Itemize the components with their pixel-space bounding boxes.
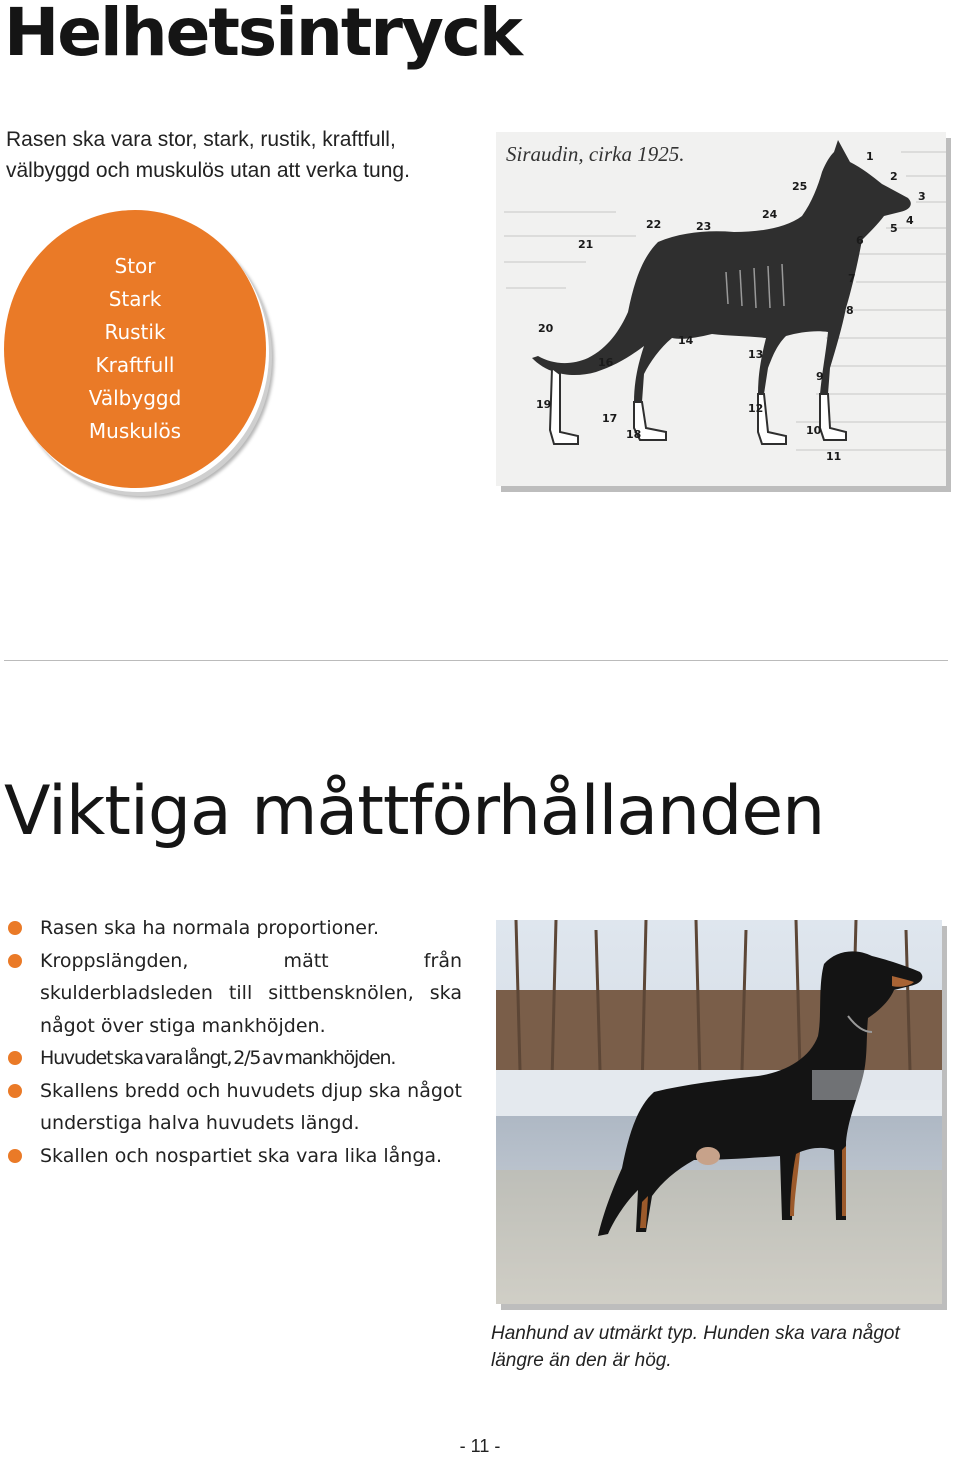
trait-word: Välbyggd [88,386,182,410]
diagram-number: 17 [602,412,618,425]
diagram-number: 8 [846,304,854,317]
diagram-caption: Siraudin, cirka 1925. [506,142,685,166]
diagram-number: 9 [816,370,824,383]
list-item: Skallen och nospartiet ska vara lika långa. [6,1140,462,1173]
trait-word: Stor [114,254,156,278]
trait-word: Muskulös [88,419,182,443]
diagram-number: 21 [578,238,594,251]
trait-word: Rustik [104,320,166,344]
diagram-number: 2 [890,170,898,183]
diagram-number: 18 [626,428,642,441]
diagram-number: 20 [538,322,554,335]
list-item: Rasen ska ha normala proportioner. [6,912,462,945]
diagram-number: 24 [762,208,778,221]
list-item: Kroppslängden, mätt från skulderbladsleden till sittbensknölen, ska något över stiga mankhöjden. [6,945,462,1043]
traits-circle [4,210,266,488]
diagram-number: 1 [866,150,874,163]
dog-photo [496,920,942,1304]
proportions-list [6,912,462,1172]
dog-photo-image [496,920,942,1304]
list-item: Skallens bredd och huvudets djup ska något understiga halva huvudets längd. [6,1075,462,1140]
diagram-number: 25 [792,180,808,193]
diagram-number: 14 [678,334,694,347]
photo-caption: Hanhund av utmärkt typ. Hunden ska vara något längre än den är hög. [491,1323,900,1371]
diagram-number: 5 [890,222,898,235]
diagram-number: 6 [856,234,864,247]
diagram-number: 23 [696,220,712,233]
diagram-number: 22 [646,218,662,231]
list-item: Huvudet ska vara långt, 2/5 av mankhöjden. [6,1042,462,1075]
diagram-number: 11 [826,450,842,463]
diagram-number: 3 [918,190,926,203]
intro-text: Rasen ska vara stor, stark, rustik, kraftfull, välbyggd och muskulös utan att verka tung. [6,128,410,182]
diagram-number: 12 [748,402,764,415]
section-heading: Viktiga måttförhållanden [4,772,825,851]
page-number: - 11 - [459,1436,501,1456]
dog-diagram-illustration [496,132,946,486]
trait-word: Kraftfull [95,353,175,377]
dog-diagram-figure [496,132,946,486]
diagram-number: 10 [806,424,822,437]
trait-word: Stark [108,287,162,311]
page-title: Helhetsintryck [4,0,521,71]
diagram-number: 4 [906,214,914,227]
diagram-number: 13 [748,348,764,361]
diagram-number: 16 [598,356,614,369]
section-divider [4,660,948,661]
diagram-number: 7 [848,272,856,285]
diagram-number: 19 [536,398,552,411]
